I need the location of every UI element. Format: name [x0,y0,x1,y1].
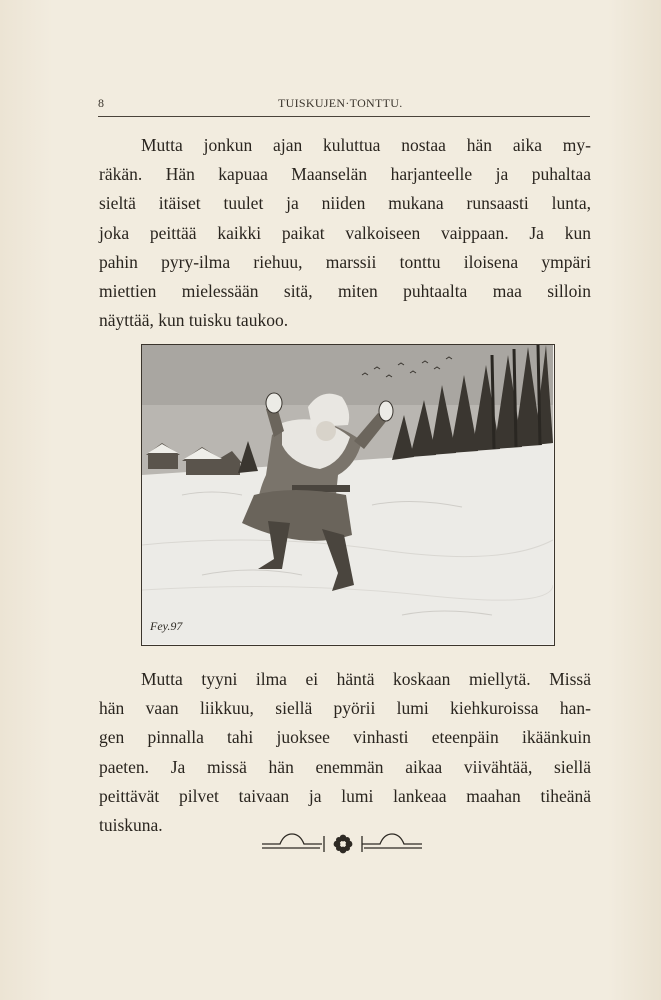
text-line: Mutta tyyni ilma ei häntä koskaan miellytä. Missä [141,669,591,689]
paragraph-1 [99,131,591,335]
text-line: tuiskuna. [99,815,163,836]
text-line: Mutta jonkun ajan kuluttua nostaa hän aika my- [141,135,591,155]
text-line: joka peittää kaikki paikat valkoiseen vaippaan. Ja kun [99,222,591,243]
flower-icon [334,835,353,854]
text-line: pahin pyry-ilma riehuu, marssii tonttu iloisena ympäri [99,251,591,272]
text-line: miettien mielessään sitä, miten puhtaalta maa silloin [99,281,591,302]
floral-tailpiece-icon [258,830,428,858]
running-title: TUISKUJEN·TONTTU. [278,96,403,110]
text-line: peittävät pilvet taivaan ja lumi lankeaa maahan tiheänä [99,785,591,806]
text-line: sieltä itäiset tuulet ja niiden mukana runsaasti lunta, [99,193,591,214]
text-line: paeten. Ja missä hän enemmän aikaa viivähtää, siellä [99,756,591,777]
tailpiece-ornament [258,830,428,858]
page-number: 8 [98,96,105,110]
artist-signature: Fey.97 [150,619,183,633]
text-line: räkän. Hän kapuaa Maanselän harjanteelle ja puhaltaa [99,164,591,185]
snowy-landscape-icon [142,345,553,644]
text-line: näyttää, kun tuisku taukoo. [99,310,289,331]
page-header [98,92,590,114]
text-line: hän vaan liikkuu, siellä pyörii lumi kiehkuroissa han- [99,698,591,719]
tonttu-illustration [141,344,555,646]
header-rule [98,116,590,117]
text-line: gen pinnalla tahi juoksee vinhasti eteenpäin ikäänkuin [99,727,591,748]
paragraph-2 [99,665,591,840]
